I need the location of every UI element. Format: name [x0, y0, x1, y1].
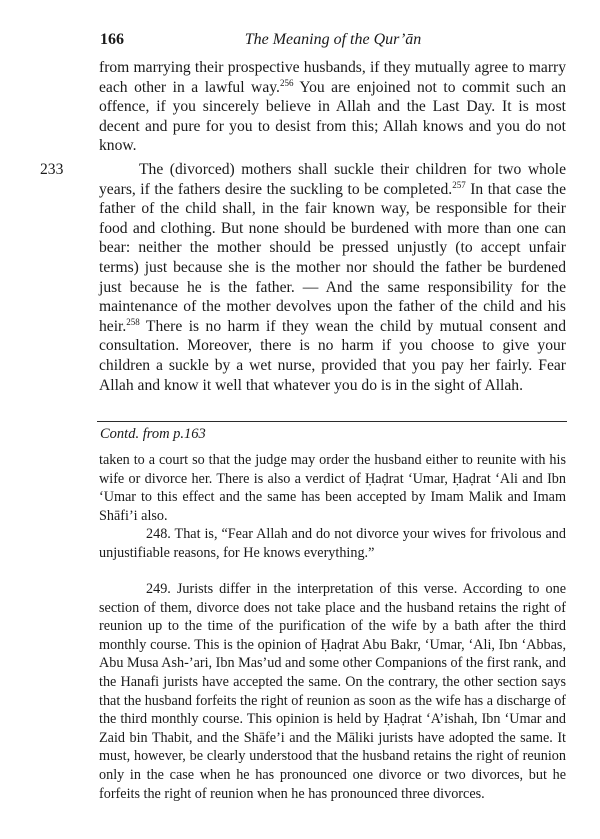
verse-number: 233 — [40, 161, 64, 178]
footnote-continued-text: taken to a court so that the judge may order the husband either to reunite with his wife or divorce her. There is also a verdict of Ḥaḍrat ‘Umar, Ḥaḍrat ‘Ali and Ibn ‘Umar to this effect and the same has been accepted by Imam Malik and Imam Shāfi’i also. — [99, 452, 566, 524]
footnote-ref-258: 258 — [126, 316, 140, 327]
footnote-ref-256: 256 — [279, 77, 294, 88]
verse-233-paragraph — [99, 160, 566, 395]
verse-text: In that case the father of the child shall, in the fair known way, be responsible for their food and clothing. But none should be burdened with more than one can bear: neither the mother should be pressed unjustly (to accept unfair terms) just because she is the mother nor should the father be burdened just because he is the father. — And the same responsibility for the maintenance of the mother devolves upon the father of the child and his heir. — [99, 180, 566, 335]
footnote-249: 249. Jurists differ in the interpretation of this verse. According to one section of them, divorce does not take place and the husband retains the right of reunion up to the time of the purification of the wife by a bath after the third monthly course. This is the opinion of Ḥaḍrat Abu Bakr, ‘Umar, ‘Ali, Ibn ‘Abbas, Abu Musa Ash-’ari, Ibn Mas’ud and some other Companions of the first rank, and the Hanafi jurists have accepted the same. On the contrary, the other section says that the husband forfeits the right of reunion as soon as the wife has a discharge of the third monthly course. This opinion is held by Ḥaḍrat ‘A’ishah, Ibn ‘Umar and Zaid bin Thabit, and the Shāfe’i and the Māliki jurists have adopted the same. It must, however, be clearly understood that the husband retains the right of reunion only in the case when he has pronounced one divorce or two divorces, but he forfeits the right of reunion when he has pronounced three divorces. — [99, 581, 567, 802]
footnote-248: 248. That is, “Fear Allah and do not divorce your wives for frivolous and unjustifiable reasons, for He knows everything.” — [99, 526, 566, 561]
paragraph-text: You are enjoined not to commit such an offence, if you sincerely believe in Allah and the Last Day. It is most decent and pure for you to desist from this; Allah knows and you do not know. — [99, 78, 566, 155]
continued-from-label: Contd. from p.163 — [100, 426, 206, 442]
verse-text: There is no harm if they wean the child by mutual consent and consultation. Moreover, there is no harm if you choose to give your children a suckle by a wet nurse, provided that you pay her fairly. Fear Allah and know it well that whatever you do is in the sight of Allah. — [99, 317, 566, 394]
paragraph-continuation — [99, 58, 566, 156]
footnote-divider — [97, 421, 567, 422]
page-number: 166 — [100, 31, 124, 48]
footnote-ref-257: 257 — [452, 179, 466, 190]
paragraph-text: from marrying their prospective husbands, if they mutually agree to marry each other in a lawful way. — [99, 59, 566, 96]
running-title: The Meaning of the Qur’ān — [244, 31, 422, 48]
verse-text: The (divorced) mothers shall suckle their children for two whole years, if the fathers desire the suckling to be completed. — [99, 161, 566, 198]
